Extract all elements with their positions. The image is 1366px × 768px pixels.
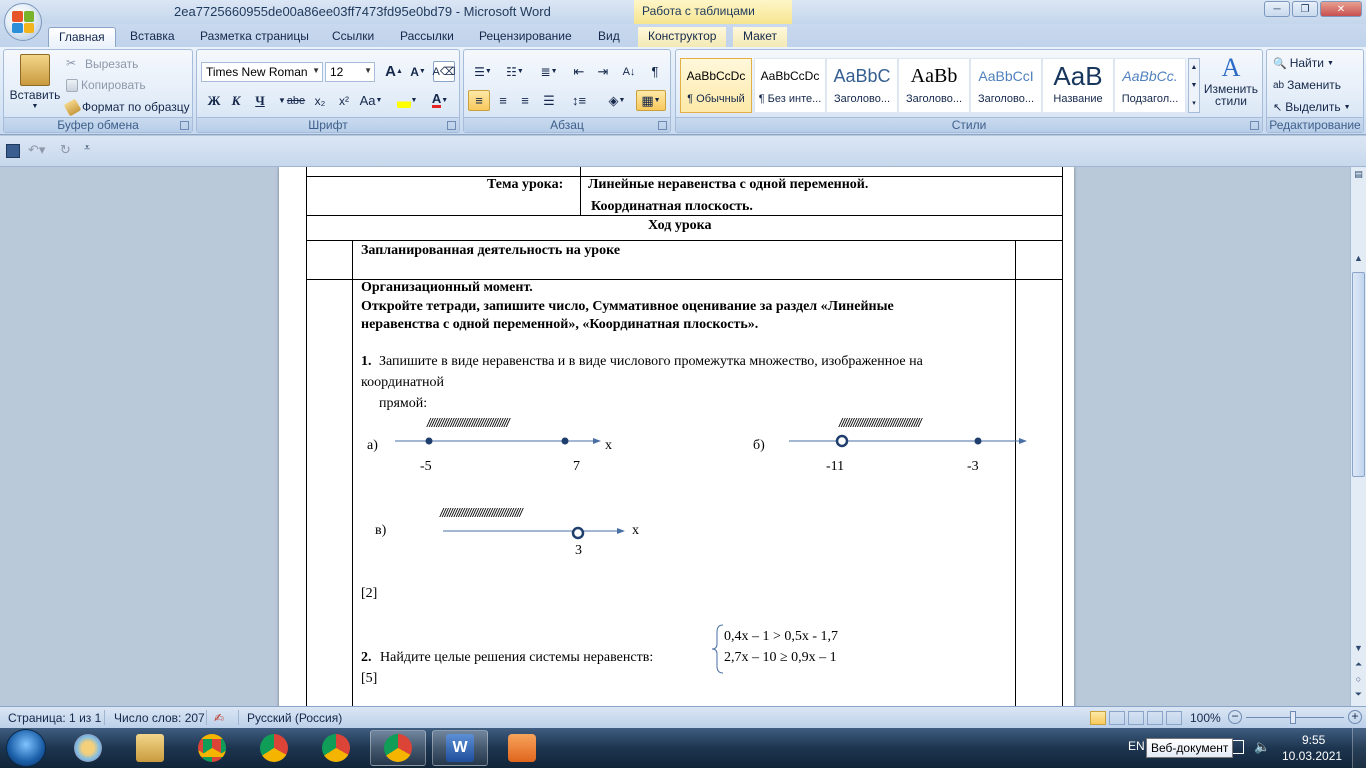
- change-case-button[interactable]: [357, 90, 385, 111]
- styles-gallery-scroll[interactable]: [1188, 58, 1200, 113]
- font-color-button[interactable]: [425, 90, 455, 111]
- scissors-icon: ✂: [66, 56, 77, 70]
- task1-line-1: Запишите в виде неравенства и в виде числового промежутка множество, изображенное на: [379, 354, 923, 369]
- window-controls: [1264, 1, 1362, 17]
- chevron-down-icon[interactable]: ▼: [1190, 82, 1198, 89]
- chevron-down-icon: ▼: [1343, 103, 1351, 111]
- chevron-down-icon: ▼: [484, 68, 492, 75]
- clock-time[interactable]: 9:55: [1302, 733, 1326, 747]
- font-size-combo[interactable]: [325, 62, 375, 82]
- find-label: Найти: [1289, 56, 1324, 70]
- status-divider: [104, 710, 105, 725]
- paste-button[interactable]: [10, 54, 60, 110]
- task1-number: 1.: [361, 354, 372, 369]
- tab-review[interactable]: Рецензирование: [479, 29, 572, 43]
- style-sample: AaBbCcDc: [760, 69, 820, 83]
- align-right-icon: ≡: [521, 93, 529, 108]
- show-desktop-button[interactable]: [1352, 728, 1366, 768]
- chevron-down-icon: ▼: [516, 68, 524, 75]
- change-styles-label: Изменить стили: [1203, 82, 1259, 108]
- highlighter-icon: [397, 94, 411, 108]
- clipboard-group-label: Буфер обмена: [4, 117, 192, 132]
- zoom-in-icon[interactable]: +: [1348, 710, 1362, 724]
- language[interactable]: Русский (Россия): [247, 711, 343, 725]
- style-name: Заголово...: [977, 93, 1035, 105]
- topic-label: Тема урока:: [487, 177, 564, 192]
- window-title: 2ea7725660955de00a86ee03ff7473fd95e0bd79 - Microsoft Word: [174, 4, 551, 19]
- style-sample: AaB: [1053, 60, 1103, 91]
- pilcrow-icon: ¶: [651, 64, 659, 79]
- clear-formatting-button[interactable]: [433, 61, 455, 82]
- axis-x-c: x: [632, 523, 639, 538]
- browse-object-icon[interactable]: ○: [1355, 674, 1362, 684]
- paste-dropdown-icon: ▼: [31, 103, 39, 110]
- org-line-1: Откройте тетради, запишите число, Суммативное оценивание за раздел «Линейные: [361, 299, 894, 314]
- tooltip: Веб-документ: [1146, 738, 1233, 758]
- tab-view[interactable]: Вид: [598, 29, 620, 43]
- chevron-down-icon: ▼: [364, 66, 372, 75]
- previous-page-icon[interactable]: ⏶: [1354, 659, 1363, 669]
- office-logo-icon: [12, 11, 34, 33]
- task2-number: 2.: [361, 650, 372, 665]
- style-heading-1[interactable]: [826, 58, 898, 113]
- status-divider: [206, 710, 207, 725]
- increase-indent-button[interactable]: [592, 61, 614, 82]
- zoom-slider-thumb[interactable]: [1290, 711, 1296, 724]
- paragraph-group-label: Абзац: [464, 117, 670, 132]
- zoom-out-icon[interactable]: −: [1228, 710, 1242, 724]
- ruler-toggle-icon[interactable]: ▤: [1354, 169, 1363, 179]
- align-left-icon: ≡: [475, 93, 483, 108]
- task1-line-2: координатной: [361, 375, 444, 390]
- taskbar-app[interactable]: [494, 730, 550, 766]
- web-layout-icon[interactable]: [1128, 711, 1144, 725]
- style-name: Заголово...: [833, 93, 891, 105]
- paragraph-group: [463, 49, 671, 133]
- style-heading-3[interactable]: [970, 58, 1042, 113]
- cut-button[interactable]: [66, 56, 138, 72]
- inequality-2: 2,7x – 10 ≥ 0,9x – 1: [724, 650, 837, 665]
- paste-icon: [20, 54, 50, 86]
- app-icon: [508, 734, 536, 762]
- paste-label: Вставить: [9, 88, 61, 102]
- line-spacing-button[interactable]: [564, 90, 594, 111]
- copy-icon: [66, 79, 78, 92]
- style-name: Название: [1053, 93, 1103, 105]
- style-name: ¶ Обычный: [687, 93, 745, 105]
- close-button[interactable]: ✕: [1320, 1, 1362, 17]
- line-spacing-icon: ↕≡: [571, 93, 587, 108]
- axis-x-a: x: [605, 438, 612, 453]
- point-b-right: -3: [967, 459, 979, 474]
- label-b: б): [753, 438, 765, 453]
- font-name-value: Times New Roman: [206, 65, 308, 79]
- format-painter-label: Формат по образцу: [82, 100, 190, 114]
- styles-group-label: Стили: [676, 117, 1262, 132]
- underline-button[interactable]: Ч: [255, 92, 265, 108]
- chrome-icon: [322, 734, 350, 762]
- title-bar: [0, 0, 1366, 24]
- superscript-button[interactable]: x²: [339, 93, 349, 108]
- tab-insert[interactable]: Вставка: [130, 29, 175, 43]
- tab-home[interactable]: Главная: [48, 27, 116, 47]
- strikethrough-button[interactable]: abe: [286, 94, 306, 107]
- style-name: ¶ Без инте...: [758, 93, 822, 105]
- tab-page-layout[interactable]: Разметка страницы: [200, 29, 309, 43]
- view-buttons: [1090, 711, 1182, 725]
- point-b-left: -11: [826, 459, 845, 474]
- zoom-level[interactable]: 100%: [1190, 711, 1221, 725]
- styles-group: [675, 49, 1263, 133]
- bold-button[interactable]: Ж: [207, 92, 221, 108]
- format-painter-icon: [64, 98, 82, 116]
- sort-button[interactable]: [618, 61, 640, 82]
- font-color-icon: A: [431, 91, 442, 106]
- style-sample: AaBbC: [833, 65, 891, 86]
- lesson-flow-heading: Ход урока: [648, 218, 712, 233]
- taskbar-word[interactable]: [432, 730, 488, 766]
- org-line-2: неравенства с одной переменной», «Координатная плоскость».: [361, 317, 759, 332]
- point-a-right: 7: [573, 459, 580, 474]
- context-tab-title: Работа с таблицами: [634, 0, 792, 24]
- scroll-down-icon[interactable]: ▼: [1354, 643, 1363, 653]
- table-border: [306, 215, 1063, 216]
- shrink-font-button[interactable]: [407, 61, 429, 82]
- chrome-icon: [260, 734, 288, 762]
- org-moment: Организационный момент.: [361, 280, 533, 295]
- chevron-down-icon: ▼: [312, 66, 320, 75]
- paint-bucket-icon: ◈: [608, 92, 619, 108]
- save-icon[interactable]: [6, 144, 20, 158]
- taskbar-chrome-4[interactable]: [370, 730, 426, 766]
- replace-label: Заменить: [1287, 78, 1342, 92]
- copy-button[interactable]: [66, 78, 146, 92]
- multilevel-list-button[interactable]: [534, 61, 564, 82]
- number-line-b: [785, 431, 1031, 451]
- label-a: а): [367, 438, 378, 453]
- score-2: [5]: [361, 671, 378, 686]
- table-border: [580, 167, 581, 215]
- label-c: в): [375, 523, 387, 538]
- borders-icon: ▦: [641, 92, 654, 108]
- italic-button[interactable]: К: [231, 92, 241, 108]
- align-center-icon: ≡: [499, 93, 507, 108]
- hatch-b: ///////////////////////////////////: [839, 416, 921, 430]
- find-button[interactable]: [1273, 56, 1334, 70]
- chevron-down-icon: ▼: [441, 97, 449, 104]
- style-sample: AaBb: [910, 64, 958, 87]
- network-icon[interactable]: [1232, 740, 1244, 754]
- style-sample: AaBbCc.: [1122, 68, 1178, 84]
- hatch-a: ///////////////////////////////////: [427, 416, 509, 430]
- change-styles-button[interactable]: [1202, 54, 1260, 107]
- tab-mailings[interactable]: Рассылки: [400, 29, 454, 43]
- volume-icon[interactable]: 🔈: [1254, 739, 1271, 754]
- cut-label: Вырезать: [85, 57, 139, 71]
- font-group-label: Шрифт: [197, 117, 459, 132]
- align-left-button[interactable]: [468, 90, 490, 111]
- document-page[interactable]: [279, 167, 1074, 706]
- ribbon: [0, 47, 1366, 135]
- point-a-left: -5: [420, 459, 432, 474]
- font-group: [196, 49, 460, 133]
- copy-label: Копировать: [81, 78, 146, 92]
- system-brace: [711, 624, 725, 674]
- style-subtitle[interactable]: [1114, 58, 1186, 113]
- shading-button[interactable]: [602, 90, 632, 111]
- next-page-icon[interactable]: ⏷: [1354, 689, 1363, 699]
- shrink-arrow-icon: ▼: [418, 68, 426, 75]
- chrome-icon: [384, 734, 412, 762]
- undo-icon[interactable]: ↶▾: [28, 142, 46, 157]
- table-border: [1015, 240, 1016, 706]
- table-border: [352, 240, 353, 706]
- shrink-font-label: A: [410, 64, 419, 79]
- underline-dropdown-icon[interactable]: ▼: [278, 96, 286, 105]
- font-name-combo[interactable]: [201, 62, 323, 82]
- binoculars-icon: 🔍: [1273, 57, 1287, 70]
- styles-launcher-icon[interactable]: [1250, 121, 1259, 130]
- table-border: [306, 240, 1063, 241]
- style-normal[interactable]: [680, 58, 752, 113]
- style-title[interactable]: [1042, 58, 1114, 113]
- inequality-1: 0,4x – 1 > 0,5x - 1,7: [724, 629, 839, 644]
- style-heading-2[interactable]: [898, 58, 970, 113]
- scroll-thumb[interactable]: [1352, 272, 1365, 477]
- clock-date[interactable]: 10.03.2021: [1282, 749, 1343, 763]
- increase-indent-icon: ⇥: [597, 63, 609, 79]
- cursor-icon: ↖: [1273, 101, 1283, 114]
- style-sample: AaBbCcDc: [686, 69, 746, 83]
- highlight-button[interactable]: [391, 90, 423, 111]
- office-button[interactable]: [4, 3, 42, 41]
- minimize-button[interactable]: ─: [1264, 1, 1290, 17]
- vertical-scrollbar[interactable]: [1350, 167, 1366, 706]
- maximize-button[interactable]: ❐: [1292, 1, 1318, 17]
- proofing-icon[interactable]: ✍: [214, 711, 225, 725]
- clipboard-launcher-icon[interactable]: [180, 121, 189, 130]
- number-line-c: [439, 523, 631, 543]
- grow-font-button[interactable]: [383, 61, 405, 82]
- style-name: Подзагол...: [1121, 93, 1179, 105]
- taskbar-chrome-2[interactable]: [246, 730, 302, 766]
- taskbar-chrome-1[interactable]: [184, 730, 240, 766]
- font-launcher-icon[interactable]: [447, 121, 456, 130]
- chevron-up-icon[interactable]: ▲: [1190, 64, 1198, 71]
- subscript-button[interactable]: x₂: [314, 93, 326, 108]
- point-c: 3: [575, 543, 582, 558]
- justify-icon: ☰: [543, 92, 555, 108]
- planned-activity-heading: Запланированная деятельность на уроке: [361, 243, 621, 258]
- status-divider: [238, 710, 239, 725]
- task2-text: Найдите целые решения системы неравенств:: [380, 650, 654, 665]
- ribbon-tabs: [0, 24, 1366, 47]
- style-sample: AaBbCcI: [978, 68, 1034, 84]
- clipboard-group: [3, 49, 193, 133]
- topic-line-1: Линейные неравенства с одной переменной.: [588, 177, 869, 192]
- grow-font-label: A: [385, 63, 396, 80]
- select-button[interactable]: [1273, 100, 1351, 114]
- align-right-button[interactable]: [514, 90, 536, 111]
- numbered-list-icon: ☷: [506, 64, 517, 79]
- taskbar-chrome-3[interactable]: [308, 730, 364, 766]
- grow-arrow-icon: ▲: [395, 68, 403, 75]
- tab-design[interactable]: Конструктор: [638, 27, 726, 47]
- bullet-list-icon: ☰: [474, 64, 485, 79]
- replace-icon: ab: [1273, 79, 1285, 91]
- change-case-label: Aa: [359, 93, 376, 108]
- decrease-indent-icon: ⇤: [573, 63, 585, 79]
- font-size-value: 12: [330, 65, 344, 79]
- sort-icon: A↓: [622, 65, 636, 78]
- language-indicator[interactable]: EN: [1128, 739, 1145, 753]
- table-border: [306, 167, 307, 706]
- full-screen-icon[interactable]: [1109, 711, 1125, 725]
- draft-icon[interactable]: [1166, 711, 1182, 725]
- paint-icon: [74, 734, 102, 762]
- chevron-down-icon: ▼: [653, 97, 661, 104]
- style-name: Заголово...: [905, 93, 963, 105]
- chevron-down-icon: ▼: [550, 68, 558, 75]
- chevron-down-icon: ▼: [410, 97, 418, 104]
- chevron-down-icon: ▼: [1326, 59, 1334, 67]
- status-bar: [0, 706, 1366, 728]
- chrome-icon: [198, 734, 226, 762]
- tab-layout[interactable]: Макет: [733, 27, 787, 47]
- style-no-spacing[interactable]: [754, 58, 826, 113]
- paragraph-launcher-icon[interactable]: [658, 121, 667, 130]
- change-styles-icon: A: [1221, 53, 1241, 82]
- align-center-button[interactable]: [492, 90, 514, 111]
- print-layout-icon[interactable]: [1090, 711, 1106, 725]
- select-label: Выделить: [1285, 100, 1341, 114]
- chevron-down-icon: ▼: [375, 97, 383, 104]
- hatch-c: ///////////////////////////////////: [440, 506, 522, 520]
- editing-group-label: Редактирование: [1267, 117, 1363, 132]
- scroll-up-icon[interactable]: ▲: [1354, 253, 1363, 263]
- table-border: [1062, 167, 1063, 706]
- replace-button[interactable]: [1273, 78, 1341, 92]
- justify-button[interactable]: [538, 90, 560, 111]
- word-count[interactable]: Число слов: 207: [114, 711, 205, 725]
- chevron-down-icon: ▼: [618, 97, 626, 104]
- numbering-button[interactable]: [500, 61, 530, 82]
- borders-button[interactable]: [636, 90, 666, 111]
- redo-icon[interactable]: ↻: [60, 142, 71, 157]
- word-icon: W: [446, 734, 474, 762]
- task1-line-3: прямой:: [379, 396, 428, 411]
- folder-icon: [136, 734, 164, 762]
- decrease-indent-button[interactable]: [568, 61, 590, 82]
- outline-icon[interactable]: [1147, 711, 1163, 725]
- number-line-a: [389, 431, 609, 451]
- start-button[interactable]: [6, 729, 46, 767]
- editing-group: [1266, 49, 1364, 133]
- format-painter-button[interactable]: [66, 100, 190, 114]
- topic-line-2: Координатная плоскость.: [591, 199, 753, 214]
- taskbar-paint[interactable]: [60, 730, 116, 766]
- quick-access-toolbar: [0, 136, 1366, 167]
- document-area: [0, 167, 1350, 706]
- bullets-button[interactable]: [468, 61, 498, 82]
- score-1: [2]: [361, 586, 378, 601]
- eraser-icon: A⌫: [432, 66, 456, 78]
- customize-qat-icon[interactable]: ⩡: [84, 142, 91, 154]
- show-marks-button[interactable]: [644, 61, 666, 82]
- taskbar-explorer[interactable]: [122, 730, 178, 766]
- more-styles-icon[interactable]: ▾: [1192, 100, 1196, 107]
- page-count[interactable]: Страница: 1 из 1: [8, 711, 102, 725]
- tab-references[interactable]: Ссылки: [332, 29, 375, 43]
- multilevel-list-icon: ≣: [540, 64, 551, 79]
